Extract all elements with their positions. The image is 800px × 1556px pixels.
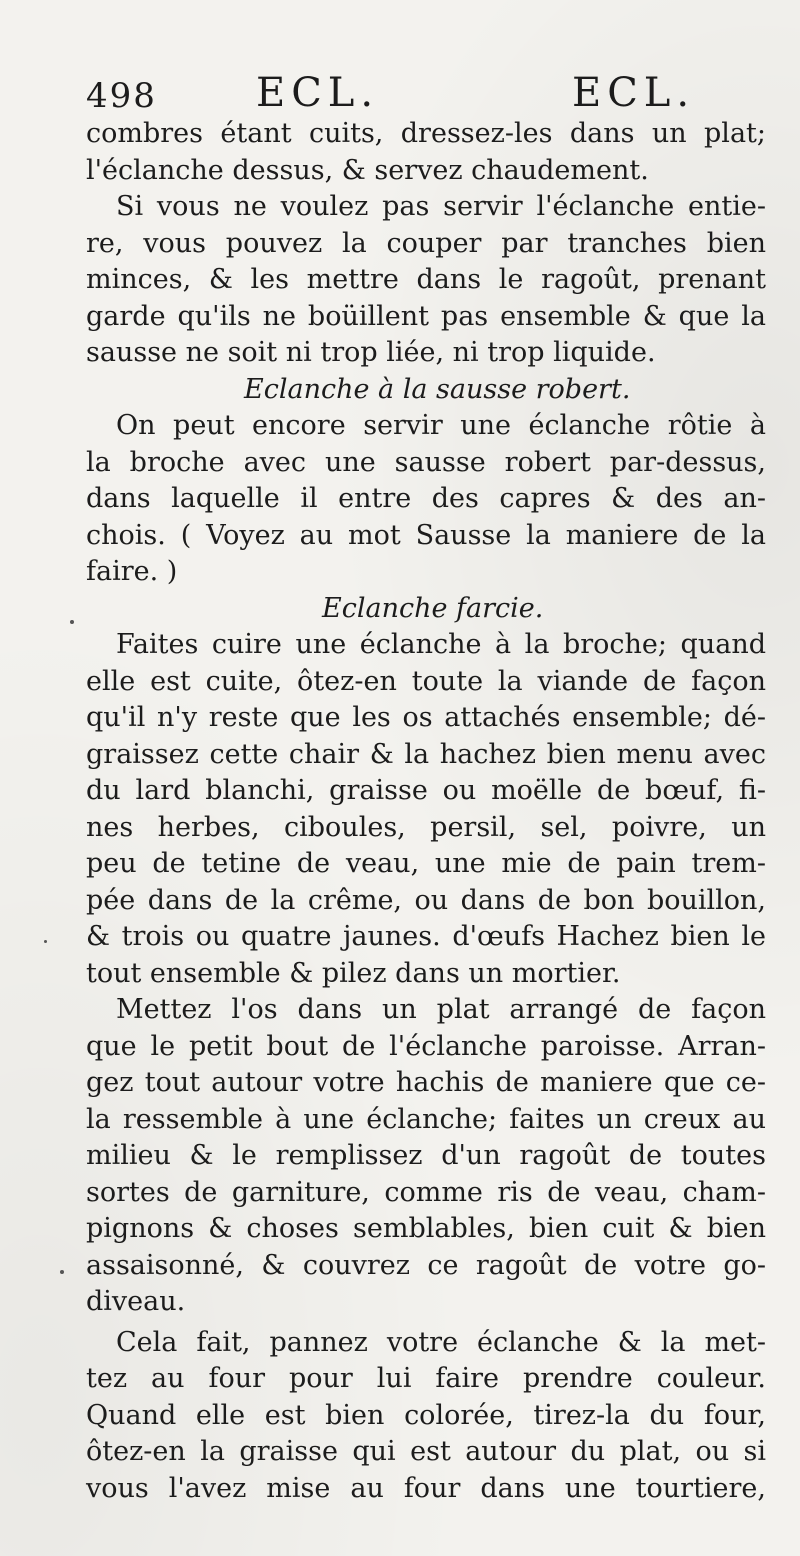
text-line: vous l'avez mise au four dans une tourtiere, bbox=[86, 1472, 766, 1504]
text-line: graissez cette chair & la hachez bien menu avec bbox=[86, 738, 766, 770]
text-line: Si vous ne voulez pas servir l'éclanche entie- bbox=[116, 191, 766, 222]
text-line: diveau. bbox=[86, 1286, 186, 1317]
text-line: sortes de garniture, comme ris de veau, cham- bbox=[86, 1176, 766, 1208]
text-line: On peut encore servir une éclanche rôtie à bbox=[116, 410, 766, 441]
text-line: sausse ne soit ni trop liée, ni trop liquide. bbox=[86, 337, 656, 368]
text-line: du lard blanchi, graisse ou moëlle de bœuf, fi- bbox=[86, 775, 766, 806]
text-line: l'éclanche dessus, & servez chaudement. bbox=[86, 154, 649, 186]
text-line: assaisonné, & couvrez ce ragoût de votre go- bbox=[86, 1249, 766, 1281]
print-speck bbox=[70, 620, 74, 624]
text-line: peu de tetine de veau, une mie de pain trem- bbox=[86, 848, 766, 879]
text-line: nes herbes, ciboules, persil, sel, poivre, un bbox=[86, 811, 766, 843]
section-heading: Eclanche farcie. bbox=[322, 592, 544, 624]
text-line: gez tout autour votre hachis de maniere que ce- bbox=[86, 1067, 766, 1098]
text-line: que le petit bout de l'éclanche paroisse. Arran- bbox=[86, 1030, 766, 1062]
body-text bbox=[86, 116, 766, 1507]
page-number: 498 bbox=[86, 76, 157, 116]
text-line: Quand elle est bien colorée, tirez-la du four, bbox=[86, 1399, 766, 1431]
text-line: Faites cuire une éclanche à la broche; quand bbox=[116, 629, 766, 660]
page-header bbox=[86, 70, 766, 120]
print-speck bbox=[60, 1270, 64, 1274]
text-line: dans laquelle il entre des capres & des an- bbox=[86, 483, 766, 514]
text-line: faire. ) bbox=[86, 556, 178, 587]
text-line: la ressemble à une éclanche; faites un creux au bbox=[86, 1103, 766, 1135]
text-line: chois. ( Voyez au mot Sausse la maniere de la bbox=[86, 519, 766, 551]
text-line: minces, & les mettre dans le ragoût, prenant bbox=[86, 264, 766, 295]
running-title-right: ECL. bbox=[572, 70, 696, 116]
text-line: garde qu'ils ne boüillent pas ensemble & que la bbox=[86, 300, 766, 332]
text-line: ôtez-en la graisse qui est autour du plat, ou si bbox=[86, 1436, 766, 1467]
running-title-left: ECL. bbox=[256, 70, 380, 116]
section-heading: Eclanche à la sausse robert. bbox=[244, 373, 631, 405]
print-speck bbox=[44, 940, 47, 943]
text-line: tout ensemble & pilez dans un mortier. bbox=[86, 957, 621, 989]
text-line: pignons & choses semblables, bien cuit & bien bbox=[86, 1213, 766, 1244]
text-line: tez au four pour lui faire prendre couleur. bbox=[86, 1363, 766, 1394]
text-line: la broche avec une sausse robert par-dessus, bbox=[86, 446, 766, 478]
text-line: milieu & le remplissez d'un ragoût de toutes bbox=[86, 1140, 766, 1171]
text-line: & trois ou quatre jaunes. d'œufs Hachez bien le bbox=[86, 921, 766, 952]
text-line: Mettez l'os dans un plat arrangé de façon bbox=[116, 994, 766, 1025]
text-line: combres étant cuits, dressez-les dans un plat; bbox=[86, 118, 766, 149]
text-line: elle est cuite, ôtez-en toute la viande de façon bbox=[86, 665, 766, 697]
text-line: Cela fait, pannez votre éclanche & la met- bbox=[116, 1326, 766, 1358]
text-line: re, vous pouvez la couper par tranches bien bbox=[86, 227, 766, 259]
text-line: pée dans de la crême, ou dans de bon bouillon, bbox=[86, 884, 766, 916]
text-line: qu'il n'y reste que les os attachés ensemble; dé- bbox=[86, 702, 766, 733]
